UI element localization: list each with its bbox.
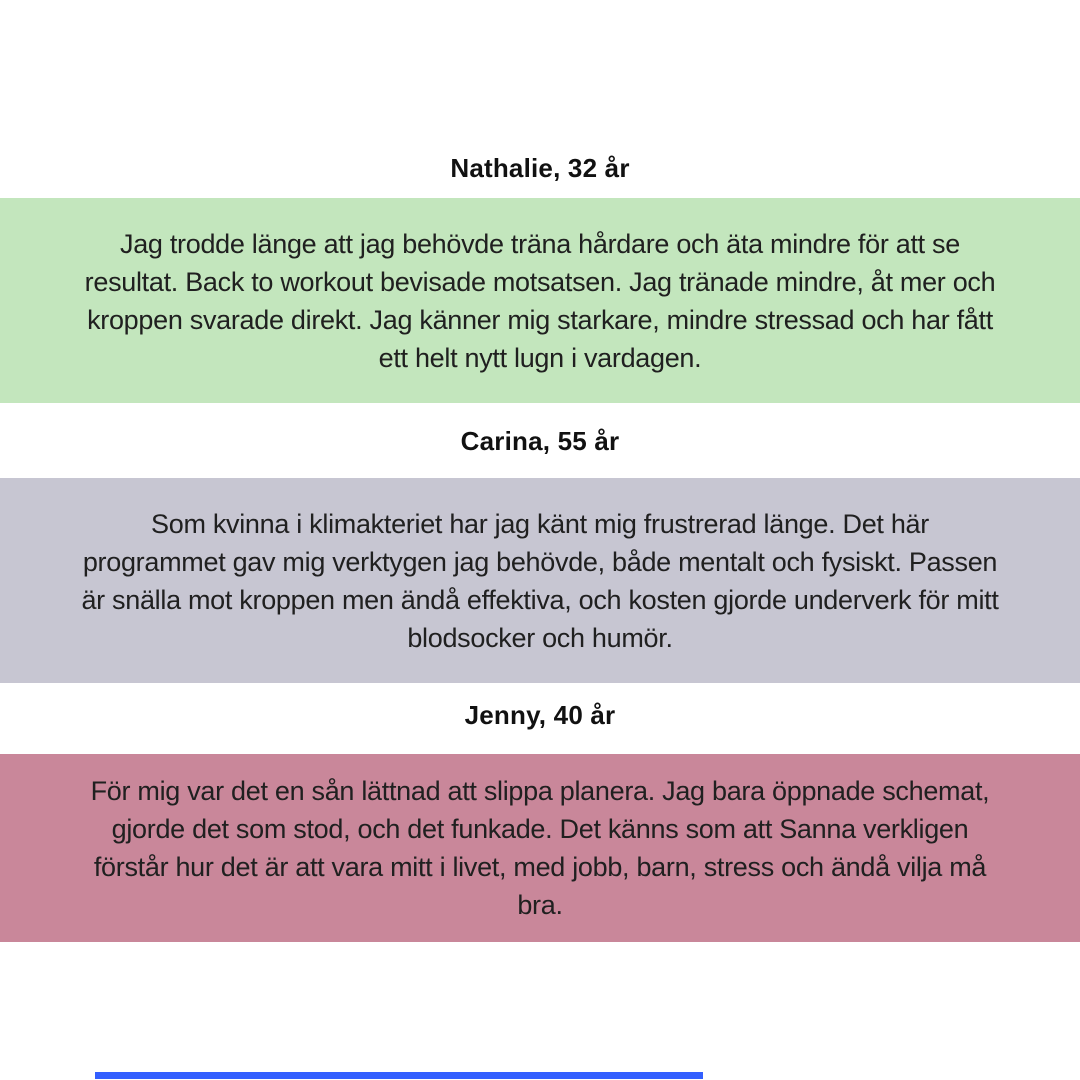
testimonial-quote-text: Som kvinna i klimakteriet har jag känt mig frustrerad länge. Det här programmet gav mig verktygen jag behövde, både mentalt och fysiskt. Passen är snälla mot kroppen men ändå effektiva, och kosten gjorde underverk för mitt blodsocker och humör.: [81, 508, 999, 653]
testimonial-quote-text: Jag trodde länge att jag behövde träna hårdare och äta mindre för att se resultat. Back to workout bevisade motsatsen. Jag tränade mindre, åt mer och kroppen svarade direkt. Jag känner mig starkare, mindre stressad och har fått ett helt nytt lugn i vardagen.: [84, 228, 996, 373]
testimonial-name-nathalie: Nathalie, 32 år: [450, 153, 630, 183]
testimonial-quote-block-gray: [0, 478, 1080, 683]
testimonial-quote-block-green: [0, 198, 1080, 403]
testimonial-quote-block-pink: [0, 754, 1080, 942]
testimonial-quote-text: För mig var det en sån lättnad att slippa planera. Jag bara öppnade schemat, gjorde det som stod, och det funkade. Det känns som att Sanna verkligen förstår hur det är att vara mitt i livet, med jobb, barn, stress och ändå vilja må bra.: [90, 776, 990, 920]
testimonial-name-carina: Carina, 55 år: [460, 426, 620, 456]
bottom-accent-bar: [95, 1072, 703, 1079]
testimonial-name-jenny: Jenny, 40 år: [464, 700, 616, 730]
